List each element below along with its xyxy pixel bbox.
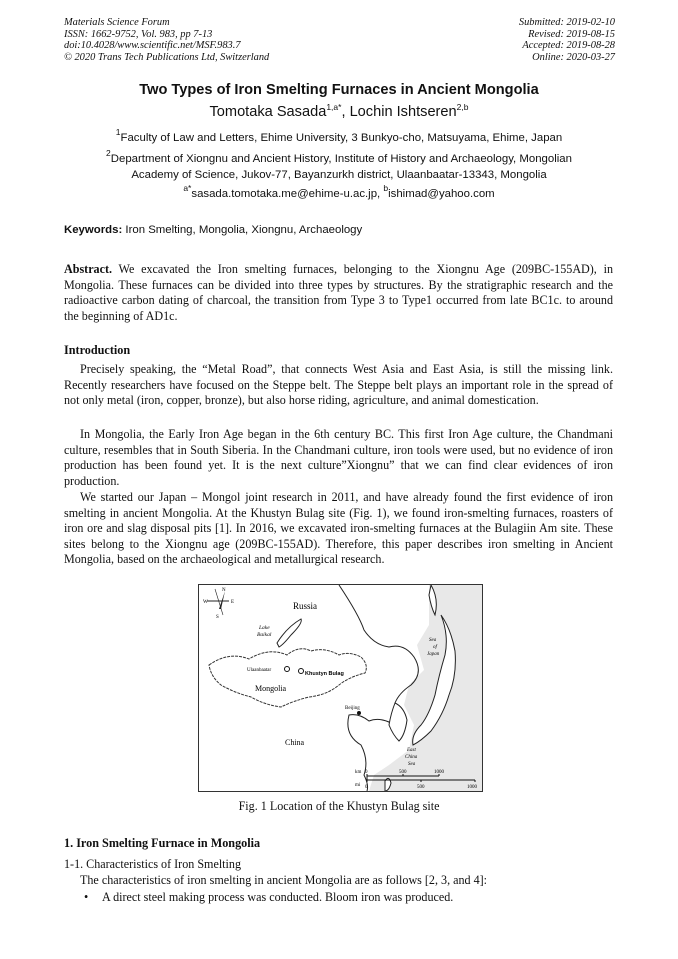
scale-mi-0: 0: [365, 785, 368, 790]
journal-issn: ISSN: 1662-9752, Vol. 983, pp 7-13: [64, 28, 213, 40]
keywords-text: Iron Smelting, Mongolia, Xiongnu, Archaeology: [122, 224, 363, 236]
scale-mi-1000: 1000: [467, 785, 477, 790]
scale-km-label: km: [355, 770, 362, 775]
email-b-marker: b: [383, 183, 389, 193]
section-1-heading: 1. Iron Smelting Furnace in Mongolia: [64, 836, 261, 850]
ulaanbaatar-marker: [285, 667, 290, 672]
affiliation-1-number: 1: [115, 127, 121, 137]
affiliation-2: [64, 148, 614, 183]
email-a[interactable]: sasada.tomotaka.me@ehime-u.ac.jp,: [191, 188, 384, 200]
date-revised: Revised: 2019-08-15: [528, 28, 615, 40]
scale-mi-label: mi: [355, 783, 361, 788]
label-sea: Sea: [429, 638, 437, 643]
keywords: [64, 224, 362, 236]
intro-paragraph-3: We started our Japan – Mongol joint research in 2011, and have already found the first evidence of iron smelting in ancient Mongolia. At the Khustyn Bulag site (Fig. 1), we found iron-smelting furnaces, roasters of iron ore and slag disposal pits [1]. In 2016, we excavated iron-smelting furnaces at the Bulagiin Am site. These sites belong to the Xiongnu age (209BC-155AD). Therefore, this paper describes iron smelting in Ancient Mongolia, based on the archaeological and metallurgical research.: [64, 490, 613, 566]
bullet-marker: •: [84, 890, 89, 904]
email-a-marker: a*: [183, 183, 192, 193]
figure-caption: Fig. 1 Location of the Khustyn Bulag site: [238, 799, 440, 813]
paper-title: Two Types of Iron Smelting Furnaces in Ancient Mongolia: [139, 82, 539, 98]
korea-peninsula: [389, 703, 407, 741]
author-1: Tomotaka Sasada: [209, 104, 327, 120]
date-accepted: Accepted: 2019-08-28: [522, 40, 615, 51]
author-1-affil: 1,a*: [326, 102, 342, 112]
label-east: East: [407, 748, 416, 753]
journal-name: Materials Science Forum: [64, 17, 170, 28]
mongolia-border: [209, 649, 366, 707]
location-map: [199, 585, 482, 791]
author-2-affil: 2,b: [456, 102, 469, 112]
bullet-item-1: [84, 890, 453, 905]
affiliation-1: [64, 127, 614, 147]
location-map-figure: [198, 584, 483, 792]
intro-paragraph-2: In Mongolia, the Early Iron Age began in the 6th century BC. This first Iron Age culture, the Chandmani culture, resembles that in South Siberia. In the Chandmani culture, iron tools were used, but no evidence of iron production has been found yet. It is the next culture”Xiongnu” that we can find clear evidences of iron production.: [64, 427, 613, 488]
affiliation-2-line2: Academy of Science, Jukov-77, Bayanzurkh district, Ulaanbaatar-13343, Mongolia: [131, 168, 547, 181]
affiliation-2-line1: Department of Xiongnu and Ancient History, Institute of History and Archaeology, Mongolian: [110, 153, 572, 165]
abstract-label: Abstract.: [64, 262, 113, 276]
keywords-label: Keywords:: [64, 224, 123, 236]
lake-baikal: [277, 619, 301, 647]
affiliation-1-text: Faculty of Law and Letters, Ehime University, 3 Bunkyo-cho, Matsuyama, Ehime, Japan: [120, 132, 563, 144]
scale-mi-500: 500: [417, 785, 425, 790]
date-submitted: Submitted: 2019-02-10: [518, 17, 615, 28]
author-separator: ,: [341, 104, 350, 120]
scale-km-1000: 1000: [434, 770, 444, 775]
khustyn-bulag-marker: [299, 669, 304, 674]
scale-km-0: 0: [365, 770, 368, 775]
label-china-sea-1: China: [405, 755, 418, 760]
journal-doi: doi:10.4028/www.scientific.net/MSF.983.7: [64, 40, 241, 51]
submission-dates: [519, 17, 615, 63]
author-list: [0, 104, 678, 120]
journal-copyright: © 2020 Trans Tech Publications Ltd, Switzerland: [64, 51, 270, 63]
label-lake: Lake: [259, 625, 270, 631]
label-of: of: [433, 645, 437, 650]
label-japan: Japan: [427, 652, 440, 657]
scale-km-500: 500: [399, 770, 407, 775]
email-b[interactable]: ishimad@yahoo.com: [388, 188, 495, 200]
date-online: Online: 2020-03-27: [532, 51, 615, 63]
author-2: Lochin Ishtseren: [349, 104, 457, 120]
compass-icon: [203, 588, 234, 620]
compass-s: S: [216, 615, 219, 620]
label-russia: Russia: [293, 601, 318, 611]
label-baikal: Baikal: [257, 632, 272, 638]
label-china: China: [285, 738, 305, 747]
bullet-item-1-text: A direct steel making process was conducted. Bloom iron was produced.: [102, 890, 454, 904]
beijing-marker: [357, 711, 361, 715]
intro-heading: Introduction: [64, 343, 131, 357]
label-khustyn-bulag: Khustyn Bulag: [305, 671, 344, 677]
compass-n: N: [222, 588, 226, 593]
subsection-1-1-heading: 1-1. Characteristics of Iron Smelting: [64, 857, 241, 871]
label-mongolia: Mongolia: [255, 684, 287, 693]
label-beijing: Beijing: [345, 706, 360, 711]
label-ulaanbaatar: Ulaanbaatar: [247, 668, 272, 673]
abstract-text: We excavated the Iron smelting furnaces, belonging to the Xiongnu Age (209BC-155AD), in Mongolia. These furnaces can be divided into three types by structures. By the stratigraphic research and the radioactive carbon dating of charcoal, the transition from Type 3 to Type1 occurred from late BC1c. to around the beginning of AD1c.: [64, 262, 613, 323]
author-emails: [0, 183, 678, 200]
affiliation-2-number: 2: [106, 148, 111, 158]
label-china-sea-2: Sea: [408, 762, 416, 767]
abstract: [64, 262, 613, 324]
intro-paragraph-1: Precisely speaking, the “Metal Road”, that connects West Asia and East Asia, is still the missing link. Recently researchers have focused on the Steppe belt. The Steppe belt plays an important role in the spread of not only metal (iron, copper, bronze), but also horse riding, agriculture, and animal domestication.: [64, 362, 613, 407]
ocean-shading: [369, 585, 482, 791]
journal-info: [64, 17, 269, 63]
subsection-1-1-intro: The characteristics of iron smelting in ancient Mongolia are as follows [2, 3, and 4]:: [80, 873, 488, 887]
compass-e: E: [231, 600, 235, 605]
compass-w: W: [203, 600, 208, 605]
